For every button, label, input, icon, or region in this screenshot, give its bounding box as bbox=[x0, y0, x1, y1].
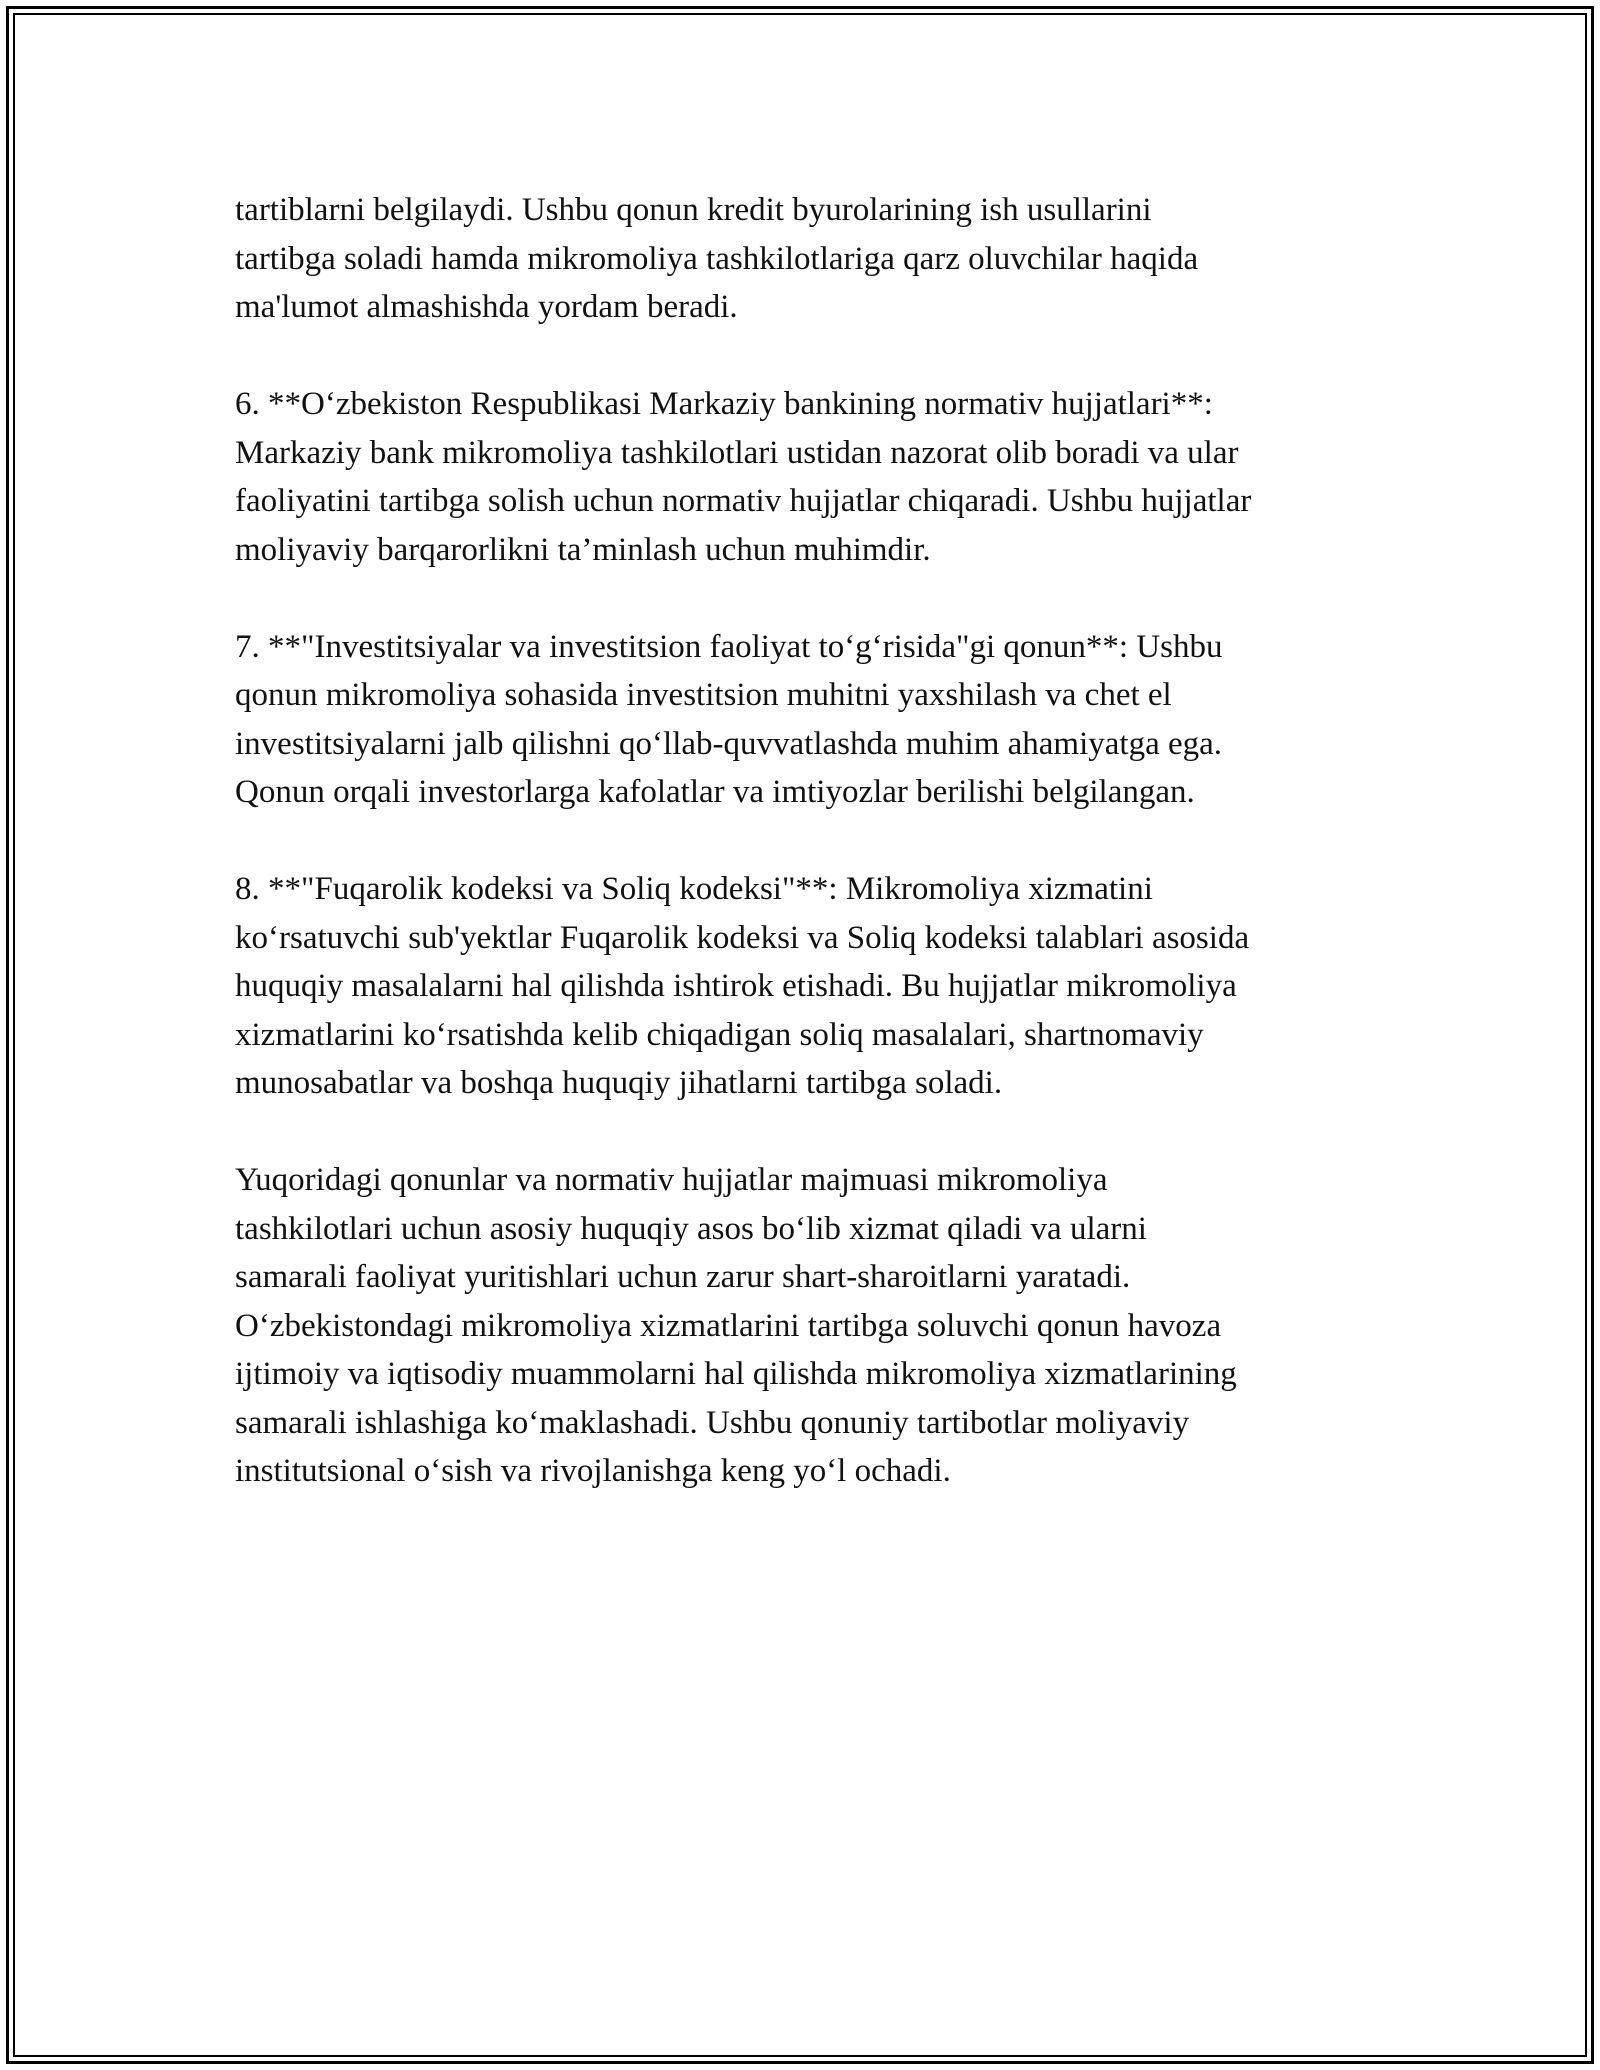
text-line: faoliyatini tartibga solish uchun normativ hujjatlar chiqaradi. Ushbu hujjatlar bbox=[235, 483, 1252, 519]
paragraph-item-7 bbox=[235, 623, 1385, 817]
paragraph-item-6 bbox=[235, 380, 1385, 574]
text-line: munosabatlar va boshqa huquqiy jihatlarni tartibga soladi. bbox=[235, 1065, 1003, 1101]
text-line: tartibga soladi hamda mikromoliya tashkilotlariga qarz oluvchilar haqida bbox=[235, 240, 1199, 277]
text-line: investitsiyalarni jalb qilishni qo‘llab-quvvatlashda muhim ahamiyatga ega. bbox=[235, 725, 1223, 762]
text-line: tartiblarni belgilaydi. Ushbu qonun kredit byurolarining ish usullarini bbox=[235, 192, 1152, 228]
text-line: 6. **O‘zbekiston Respublikasi Markaziy bankining normativ hujjatlari**: bbox=[235, 386, 1213, 422]
paragraph-item-8 bbox=[235, 865, 1385, 1108]
paragraph-conclusion bbox=[235, 1156, 1385, 1496]
text-line: samarali faoliyat yuritishlari uchun zarur shart-sharoitlarni yaratadi. bbox=[235, 1259, 1131, 1295]
text-line: Qonun orqali investorlarga kafolatlar va imtiyozlar berilishi belgilangan. bbox=[235, 774, 1195, 810]
text-line: ijtimoiy va iqtisodiy muammolarni hal qilishda mikromoliya xizmatlarining bbox=[235, 1356, 1237, 1392]
text-line: ko‘rsatuvchi sub'yektlar Fuqarolik kodeksi va Soliq kodeksi talablari asosida bbox=[235, 919, 1250, 956]
text-line: ma'lumot almashishda yordam beradi. bbox=[235, 289, 738, 325]
text-line: moliyaviy barqarorlikni ta’minlash uchun muhimdir. bbox=[235, 531, 931, 568]
text-line: institutsional o‘sish va rivojlanishga keng yo‘l ochadi. bbox=[235, 1453, 951, 1489]
text-line: huquqiy masalalarni hal qilishda ishtirok etishadi. Bu hujjatlar mikromoliya bbox=[235, 968, 1237, 1004]
text-line: O‘zbekistondagi mikromoliya xizmatlarini tartibga soluvchi qonun havoza bbox=[235, 1307, 1222, 1344]
text-line: Markaziy bank mikromoliya tashkilotlari ustidan nazorat olib boradi va ular bbox=[235, 434, 1239, 471]
text-line: tashkilotlari uchun asosiy huquqiy asos bo‘lib xizmat qiladi va ularni bbox=[235, 1210, 1147, 1247]
paragraph-continuation bbox=[235, 186, 1385, 332]
document-body bbox=[235, 186, 1385, 1544]
text-line: Yuqoridagi qonunlar va normativ hujjatlar majmuasi mikromoliya bbox=[235, 1162, 1108, 1198]
text-line: samarali ishlashiga ko‘maklashadi. Ushbu qonuniy tartibotlar moliyaviy bbox=[235, 1404, 1190, 1441]
text-line: qonun mikromoliya sohasida investitsion muhitni yaxshilash va chet el bbox=[235, 677, 1172, 713]
text-line: 7. **"Investitsiyalar va investitsion faoliyat to‘g‘risida"gi qonun**: Ushbu bbox=[235, 628, 1223, 665]
text-line: 8. **"Fuqarolik kodeksi va Soliq kodeksi"**: Mikromoliya xizmatini bbox=[235, 871, 1153, 907]
text-line: xizmatlarini ko‘rsatishda kelib chiqadigan soliq masalalari, shartnomaviy bbox=[235, 1016, 1204, 1053]
